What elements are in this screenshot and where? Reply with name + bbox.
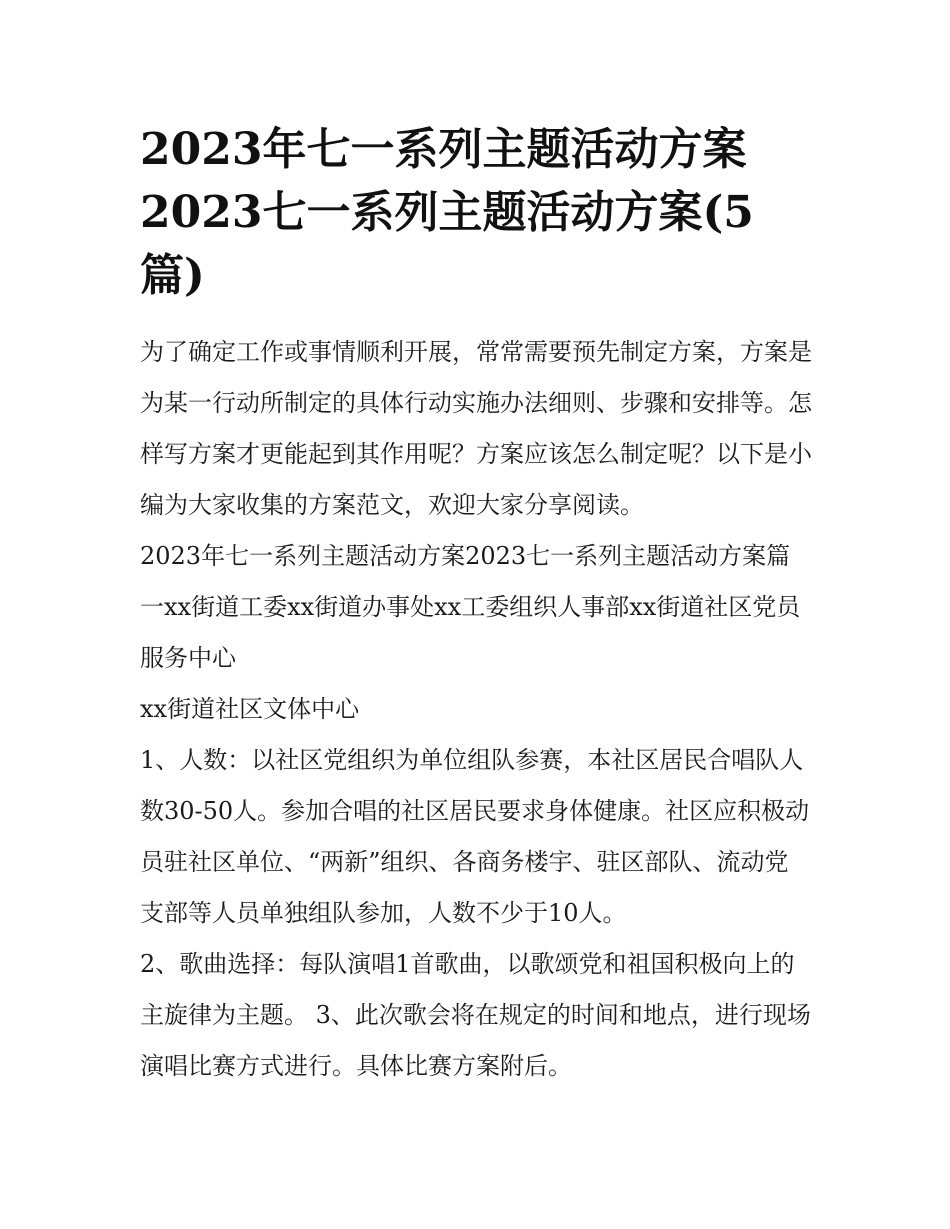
document-page: [140, 118, 812, 1092]
rule-1-paragraph: 1、人数：以社区党组织为单位组队参赛，本社区居民合唱队人数30-50人。参加合唱的社区居民要求身体健康。社区应积极动员驻社区单位、“两新”组织、各商务楼宇、驻区部队、流动党支部等人员单独组队参加，人数不少于10人。: [140, 746, 810, 927]
organizer-paragraph: 2023年七一系列主题活动方案2023七一系列主题活动方案篇一xx街道工委xx街道办事处xx工委组织人事部xx街道社区党员服务中心: [140, 542, 801, 672]
rule-2-paragraph: 2、歌曲选择：每队演唱1首歌曲，以歌颂党和祖国积极向上的主旋律为主题。 3、此次歌会将在规定的时间和地点，进行现场演唱比赛方式进行。具体比赛方案附后。: [140, 950, 811, 1080]
document-title: 2023年七一系列主题活动方案2023七一系列主题活动方案(5篇): [140, 124, 754, 301]
co-organizer-paragraph: xx街道社区文体中心: [140, 695, 360, 723]
intro-paragraph: 为了确定工作或事情顺利开展，常常需要预先制定方案，方案是为某一行动所制定的具体行动实施办法细则、步骤和安排等。怎样写方案才更能起到其作用呢？方案应该怎么制定呢？以下是小编为大家收集的方案范文，欢迎大家分享阅读。: [140, 338, 812, 519]
